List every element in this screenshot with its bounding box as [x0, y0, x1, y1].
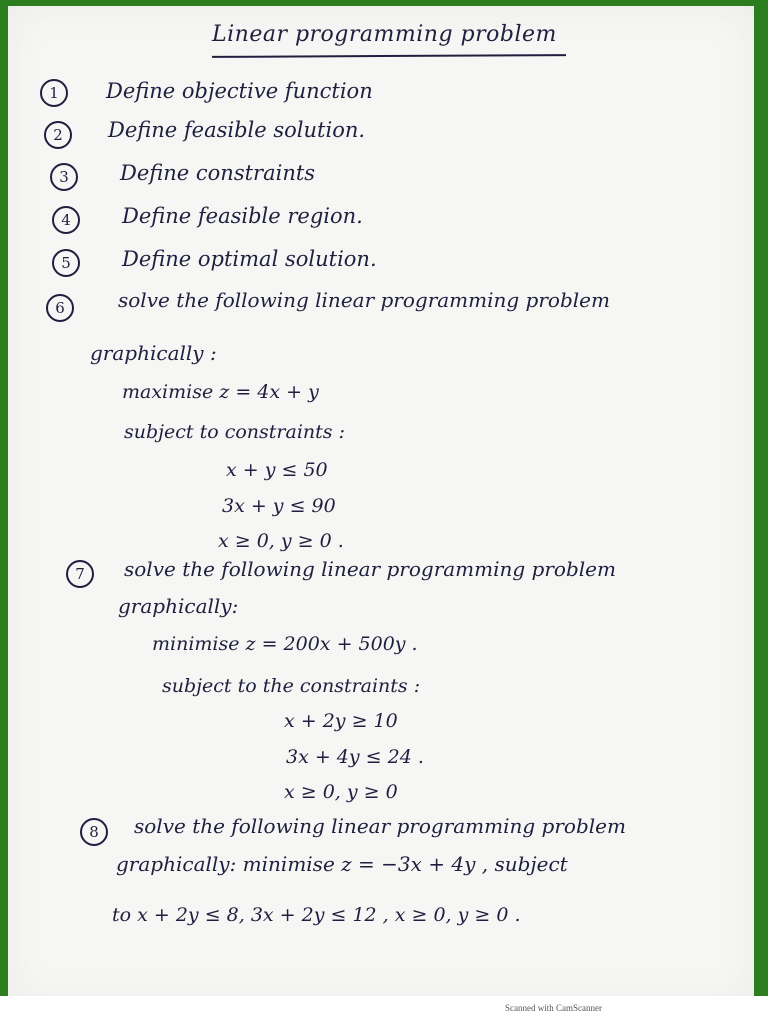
item-number-3: 3: [50, 163, 78, 191]
q7-constraint-1: x + 2y ≥ 10: [284, 710, 398, 732]
q7-objective: minimise z = 200x + 500y .: [152, 633, 418, 655]
item-number-2: 2: [44, 121, 72, 149]
q6-line-1: solve the following linear programming problem: [118, 288, 610, 312]
item-number-1: 1: [40, 79, 68, 107]
scanner-watermark: Scanned with CamScanner: [505, 1003, 602, 1013]
item-text-2: Define feasible solution.: [108, 118, 366, 142]
q8-line-2: graphically: minimise z = −3x + 4y , subject: [116, 852, 568, 876]
page-title: Linear programming problem: [212, 22, 557, 47]
q7-constraint-3: x ≥ 0, y ≥ 0: [284, 781, 398, 803]
item-text-5: Define optimal solution.: [122, 247, 377, 271]
item-number-7: 7: [66, 560, 94, 588]
item-number-4: 4: [52, 206, 80, 234]
q8-line-1: solve the following linear programming problem: [134, 814, 626, 838]
q7-line-2: graphically:: [118, 594, 239, 618]
q6-objective: maximise z = 4x + y: [122, 381, 319, 403]
item-text-1: Define objective function: [106, 79, 373, 103]
q8-line-3: to x + 2y ≤ 8, 3x + 2y ≤ 12 , x ≥ 0, y ≥ 0 .: [112, 904, 521, 926]
item-number-5: 5: [52, 249, 80, 277]
q6-constraint-1: x + y ≤ 50: [226, 459, 328, 481]
q7-constraint-2: 3x + 4y ≤ 24 .: [286, 746, 424, 768]
q7-subject: subject to the constraints :: [162, 675, 421, 697]
q7-line-1: solve the following linear programming problem: [124, 557, 616, 581]
q6-constraint-3: x ≥ 0, y ≥ 0 .: [218, 530, 344, 552]
q6-subject: subject to constraints :: [124, 421, 345, 443]
item-text-4: Define feasible region.: [122, 204, 363, 228]
q6-constraint-2: 3x + y ≤ 90: [222, 495, 336, 517]
item-text-3: Define constraints: [120, 161, 316, 185]
q6-line-2: graphically :: [90, 341, 217, 365]
footer-strip: [0, 996, 768, 1024]
item-number-6: 6: [46, 294, 74, 322]
item-number-8: 8: [80, 818, 108, 846]
